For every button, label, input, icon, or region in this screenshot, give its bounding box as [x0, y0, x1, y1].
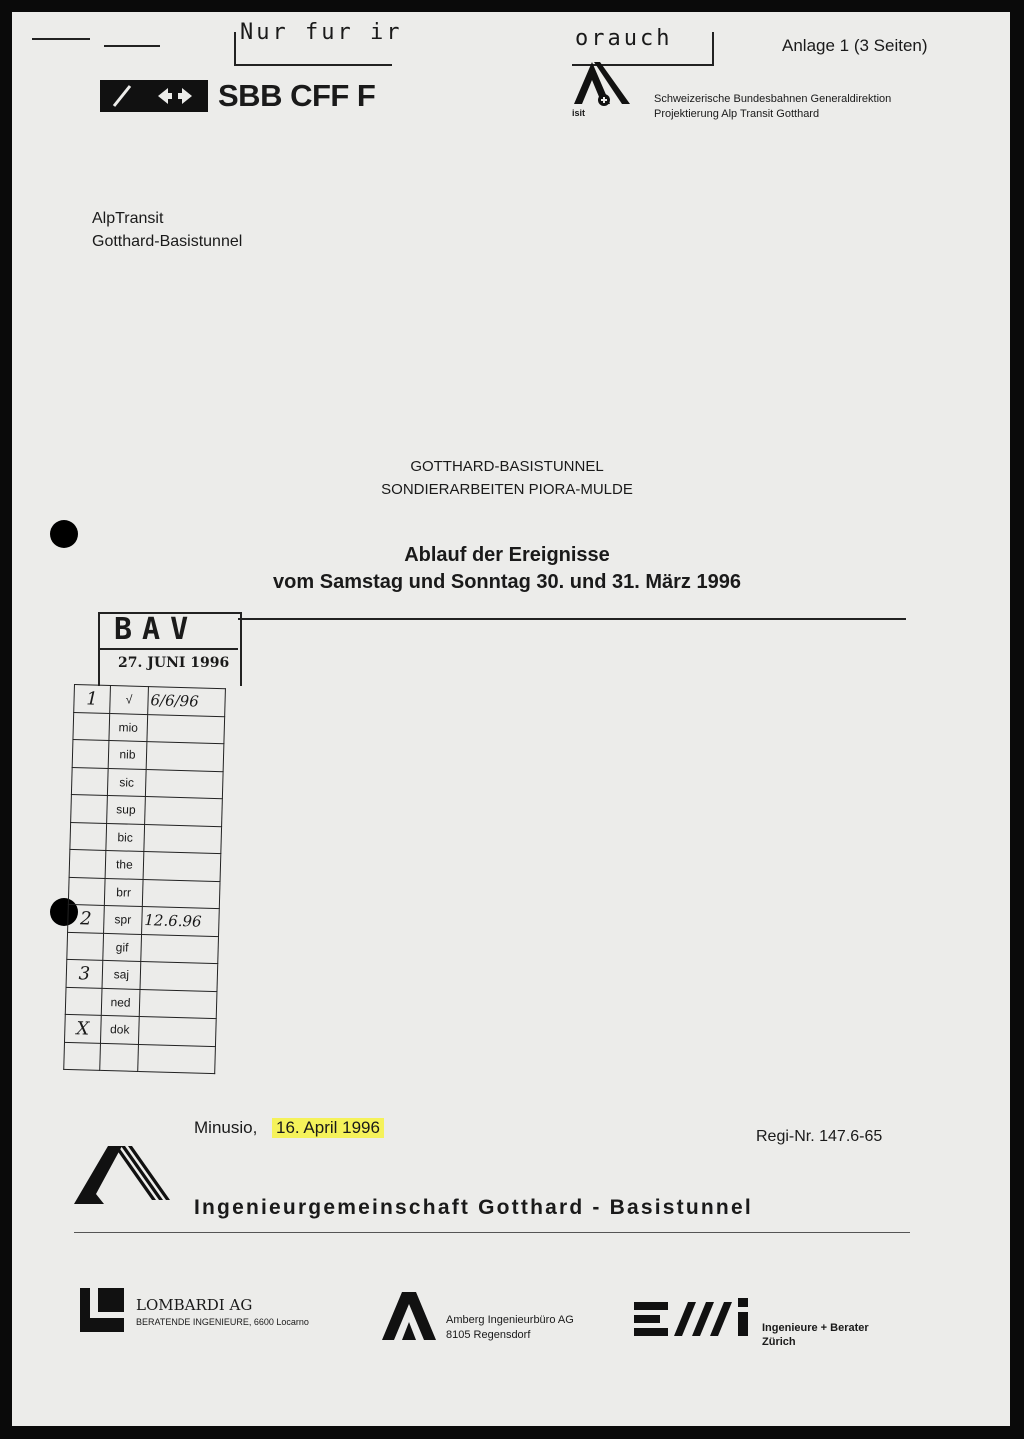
bav-date-cell: 12.6.96 — [141, 906, 219, 936]
bav-mark-cell: 2 — [68, 904, 105, 932]
bav-routing-row — [70, 822, 222, 854]
lombardi-logo-icon — [80, 1288, 124, 1332]
bav-mark-cell — [72, 739, 109, 767]
sbb-org-line1: Schweizerische Bundesbahnen Generaldirektion — [654, 93, 892, 105]
subject-line1: GOTTHARD-BASISTUNNEL — [410, 458, 604, 475]
amberg-logo-icon — [382, 1290, 436, 1342]
sbb-org-line2: Projektierung Alp Transit Gotthard — [654, 108, 820, 120]
bav-date-cell — [145, 797, 223, 827]
bav-code-cell: √ — [110, 686, 149, 715]
bav-routing-row — [64, 1042, 216, 1074]
bav-stamp-divider — [98, 648, 238, 650]
bav-mark-cell — [73, 712, 110, 740]
bav-code-cell: nib — [108, 740, 147, 769]
ewi-logo-icon — [634, 1298, 752, 1340]
amberg-line2: 8105 Regensdorf — [446, 1329, 531, 1341]
consortium-logo-icon — [74, 1142, 170, 1208]
bav-mark-cell — [69, 849, 106, 877]
bav-stamp-heading: BAV — [114, 612, 199, 647]
consortium-name: Ingenieurgemeinschaft Gotthard - Basistunnel — [194, 1196, 753, 1219]
bav-mark-cell: 1 — [74, 685, 111, 713]
bav-routing-row — [68, 877, 220, 909]
bav-routing-row — [66, 959, 218, 991]
bav-date-cell — [140, 961, 218, 991]
amberg-line1: Amberg Ingenieurbüro AG — [446, 1314, 574, 1326]
redaction-mask — [392, 22, 572, 132]
lombardi-name: LOMBARDI AG — [136, 1296, 253, 1314]
bav-code-cell: spr — [103, 905, 142, 934]
bav-routing-table — [63, 684, 226, 1074]
ewi-line1: Ingenieure + Berater — [762, 1322, 869, 1334]
document-title-line2: vom Samstag und Sonntag 30. und 31. März 1996 — [273, 571, 741, 593]
bav-stamp-date: 27. JUNI 1996 — [118, 655, 230, 671]
document-page — [12, 12, 1010, 1426]
bav-mark-cell: X — [65, 1014, 102, 1042]
bav-code-cell: saj — [102, 960, 141, 989]
bav-code-cell: the — [105, 850, 144, 879]
bav-mark-cell — [68, 877, 105, 905]
place-label: Minusio, — [194, 1118, 258, 1137]
document-title-line1: Ablauf der Ereignisse — [404, 544, 610, 566]
annex-label: Anlage 1 (3 Seiten) — [782, 36, 928, 55]
alptransit-logo-fragment: isit — [572, 108, 586, 118]
lombardi-subtitle: BERATENDE INGENIEURE, 6600 Locarno — [136, 1317, 309, 1327]
ewi-line2: Zürich — [762, 1336, 796, 1348]
bav-date-cell — [144, 824, 222, 854]
bav-date-cell — [147, 714, 225, 744]
bav-mark-cell — [71, 767, 108, 795]
bav-routing-row — [71, 794, 223, 826]
sbb-logo-block — [100, 80, 208, 112]
bav-routing-row — [69, 849, 221, 881]
alptransit-logo-icon — [572, 60, 634, 108]
sbb-logo-icon — [100, 80, 208, 112]
bav-date-cell — [146, 742, 224, 772]
bav-date-cell: 6/6/96 — [148, 687, 226, 717]
document-date-highlighted: 16. April 1996 — [272, 1118, 384, 1138]
bav-code-cell: mio — [109, 713, 148, 742]
bav-date-cell — [138, 1016, 216, 1046]
bav-routing-row — [71, 767, 223, 799]
bav-code-cell: sup — [107, 795, 146, 824]
bav-date-cell — [139, 989, 217, 1019]
bav-routing-row — [65, 987, 217, 1019]
bav-date-cell — [143, 852, 221, 882]
bav-routing-row — [68, 904, 220, 936]
bav-routing-row — [73, 712, 225, 744]
bav-code-cell: bic — [106, 823, 145, 852]
bav-date-cell — [141, 934, 219, 964]
internal-use-stamp-left: Nur fur ir — [240, 20, 403, 45]
bav-date-cell — [142, 879, 220, 909]
bav-mark-cell — [71, 794, 108, 822]
bav-routing-row — [65, 1014, 217, 1046]
bav-code-cell: gif — [103, 933, 142, 962]
bav-routing-row — [74, 685, 226, 717]
title-rule — [238, 618, 906, 620]
bav-code-cell: sic — [107, 768, 146, 797]
bav-mark-cell — [70, 822, 107, 850]
bav-code-cell: dok — [100, 1015, 139, 1044]
bav-code-cell — [100, 1043, 139, 1072]
bav-mark-cell — [64, 1042, 101, 1070]
sbb-logo-text: SBB CFF F — [218, 78, 376, 113]
bav-code-cell: ned — [101, 988, 140, 1017]
bav-date-cell — [138, 1044, 216, 1074]
subject-line2: SONDIERARBEITEN PIORA-MULDE — [381, 481, 633, 498]
scan-mark — [104, 45, 160, 47]
registration-number: Regi-Nr. 147.6-65 — [756, 1128, 883, 1145]
sender-line1: AlpTransit — [92, 210, 164, 227]
bav-mark-cell — [67, 932, 104, 960]
bav-code-cell: brr — [104, 878, 143, 907]
internal-use-stamp-right: orauch — [575, 26, 673, 51]
bav-mark-cell: 3 — [66, 959, 103, 987]
bav-routing-row — [72, 739, 224, 771]
bav-routing-row — [67, 932, 219, 964]
bav-mark-cell — [65, 987, 102, 1015]
sender-line2: Gotthard-Basistunnel — [92, 233, 243, 250]
scan-mark — [32, 38, 90, 40]
bav-date-cell — [145, 769, 223, 799]
consortium-rule — [74, 1232, 910, 1233]
